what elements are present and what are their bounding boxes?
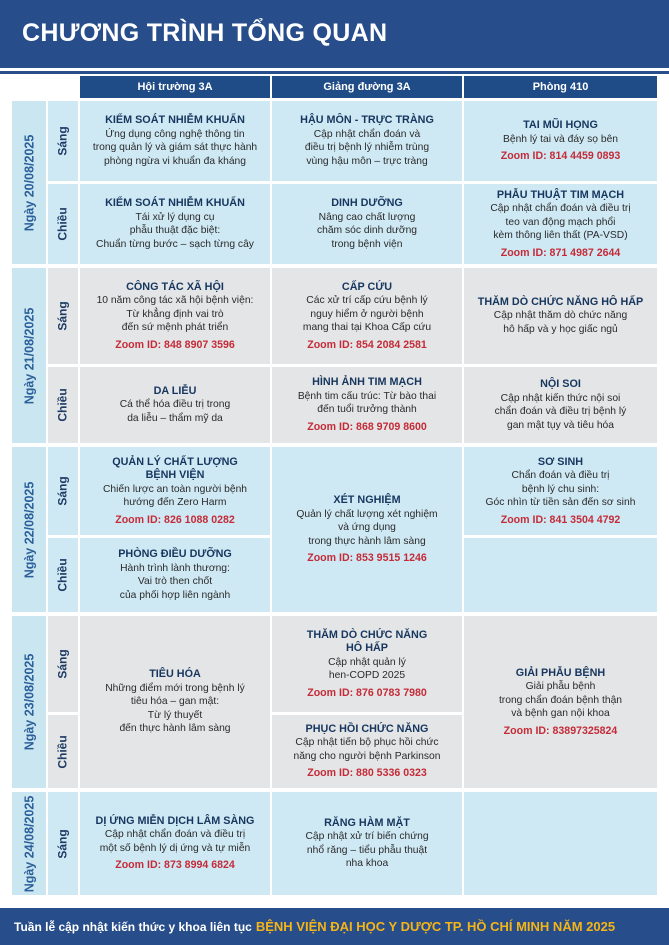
session-title: PHÒNG ĐIỀU DƯỠNG bbox=[118, 548, 232, 560]
date-label: Ngày 22/08/2025 bbox=[22, 481, 37, 578]
session-description: Những điểm mới trong bệnh lý bbox=[105, 682, 245, 694]
program-cell bbox=[272, 367, 462, 443]
session-description: Nâng cao chất lượng bbox=[318, 211, 416, 223]
date-label: Ngày 24/08/2025 bbox=[22, 795, 37, 892]
program-cell bbox=[464, 792, 657, 895]
zoom-id[interactable]: Zoom ID: 841 3504 4792 bbox=[500, 513, 621, 526]
program-cell bbox=[464, 367, 657, 443]
program-cell bbox=[80, 101, 270, 181]
session-title: SƠ SINH bbox=[537, 455, 584, 468]
session-description: Cá thể hóa điều trị trong bbox=[119, 399, 231, 411]
session-description: Bệnh lý tai và đáy sọ bên bbox=[502, 133, 619, 145]
session-title: BỆNH VIỆN bbox=[145, 469, 205, 481]
session-description: tiêu hóa – gan mật: bbox=[130, 696, 220, 708]
program-cell bbox=[464, 447, 657, 535]
session-morning-22-08: Sáng bbox=[48, 447, 78, 535]
session-description: mang thai tại Khoa Cấp cứu bbox=[302, 322, 432, 333]
program-cell bbox=[80, 268, 270, 364]
program-cell bbox=[464, 101, 657, 181]
session-description: đến thực hành lâm sàng bbox=[119, 723, 231, 735]
zoom-id[interactable]: Zoom ID: 873 8994 6824 bbox=[115, 859, 235, 872]
session-description: phẫu thuật đặc biệt: bbox=[129, 225, 221, 236]
session-description: chăm sóc dinh dưỡng bbox=[316, 225, 418, 236]
session-description: vùng hậu môn – trực tràng bbox=[306, 155, 428, 167]
session-description: Hành trình lành thương: bbox=[120, 562, 230, 574]
program-cell bbox=[272, 447, 462, 612]
program-cell bbox=[80, 447, 270, 535]
session-description: năng cho người bệnh Parkinson bbox=[293, 750, 441, 762]
session-description: hô hấp và y học giấc ngủ bbox=[503, 323, 618, 335]
session-description: Cập nhật kiến thức nội soi bbox=[500, 392, 621, 404]
session-description: Ứng dụng công nghệ thông tin bbox=[105, 128, 245, 140]
session-description: Cập nhật quản lý bbox=[328, 656, 406, 668]
session-description: teo van động mạch phổi bbox=[505, 216, 616, 228]
session-description: và bệnh gan nội khoa bbox=[511, 708, 610, 719]
session-description: trong thực hành lâm sàng bbox=[308, 535, 426, 547]
session-description: Cập nhật tiến bộ phục hồi chức bbox=[295, 737, 439, 749]
session-description: điều trị bệnh lý nhiễm trùng bbox=[304, 142, 430, 153]
session-description: hướng đến Zero Harm bbox=[123, 497, 227, 508]
session-description: nha khoa bbox=[345, 858, 389, 869]
session-morning-21-08: Sáng bbox=[48, 268, 78, 364]
session-description: Vai trò then chốt bbox=[137, 576, 213, 587]
zoom-id[interactable]: Zoom ID: 826 1088 0282 bbox=[115, 513, 235, 526]
zoom-id[interactable]: Zoom ID: 880 5336 0323 bbox=[307, 767, 427, 780]
session-title: CẤP CỨU bbox=[341, 280, 393, 293]
session-title: HẬU MÔN - TRỰC TRÀNG bbox=[300, 114, 434, 126]
footer-banner bbox=[0, 908, 669, 945]
session-afternoon-21-08: Chiều bbox=[48, 367, 78, 443]
session-description: trong quản lý và giám sát thực hành bbox=[92, 142, 258, 153]
column-header-lecture-3a: Giảng đường 3A bbox=[272, 76, 462, 98]
session-description: nguy hiểm ở người bệnh bbox=[310, 308, 424, 320]
zoom-id[interactable]: Zoom ID: 814 4459 0893 bbox=[500, 150, 621, 162]
session-title: KIỂM SOÁT NHIỄM KHUẨN bbox=[105, 197, 245, 209]
session-title: HÌNH ẢNH TIM MẠCH bbox=[312, 376, 422, 389]
session-description: Góc nhìn từ tiền sản đến sơ sinh bbox=[485, 497, 636, 508]
program-cell bbox=[80, 792, 270, 895]
session-description: trong bệnh viện bbox=[331, 238, 403, 250]
program-cell bbox=[272, 715, 462, 788]
session-description: bệnh lý chu sinh: bbox=[521, 483, 600, 495]
session-description: da liễu – thẩm mỹ da bbox=[127, 412, 223, 424]
session-description: phòng ngừa vi khuẩn đa kháng bbox=[103, 155, 246, 167]
program-cell bbox=[272, 616, 462, 712]
session-afternoon-20-08: Chiều bbox=[48, 184, 78, 264]
session-description: Quản lý chất lượng xét nghiệm bbox=[296, 508, 438, 520]
program-cell-empty bbox=[464, 538, 657, 612]
session-morning-20-08: Sáng bbox=[48, 101, 78, 181]
column-header-room-410: Phòng 410 bbox=[464, 76, 657, 98]
page-title: CHƯƠNG TRÌNH TỔNG QUAN bbox=[22, 19, 388, 47]
session-description: Bệnh tim cấu trúc: Từ bào thai bbox=[297, 390, 437, 402]
program-cell bbox=[80, 184, 270, 264]
session-description: Chuẩn từng bước – sạch từng cây bbox=[96, 238, 254, 250]
session-description: Từ lý thuyết bbox=[147, 709, 203, 721]
program-cell bbox=[80, 367, 270, 443]
zoom-id[interactable]: Zoom ID: 83897325824 bbox=[503, 724, 618, 737]
session-description: 10 năm công tác xã hội bệnh viện: bbox=[96, 295, 254, 306]
date-band-22-08 bbox=[12, 447, 46, 612]
program-cell bbox=[80, 616, 270, 788]
session-title: QUẢN LÝ CHẤT LƯỢNG bbox=[112, 455, 238, 468]
session-title: KIỂM SOÁT NHIỄM KHUẨN bbox=[105, 114, 245, 126]
session-description: Cập nhật chẩn đoán và bbox=[313, 128, 421, 140]
session-title: NỘI SOI bbox=[540, 378, 581, 390]
session-title: PHẪU THUẬT TIM MẠCH bbox=[496, 188, 625, 201]
program-cell bbox=[272, 184, 462, 264]
date-label: Ngày 21/08/2025 bbox=[22, 307, 37, 404]
session-title: THĂM DÒ CHỨC NĂNG bbox=[306, 628, 428, 641]
session-title: DINH DƯỠNG bbox=[331, 197, 403, 209]
session-description: đến tuổi trưởng thành bbox=[317, 404, 417, 416]
program-cell bbox=[272, 792, 462, 895]
session-description: hen-COPD 2025 bbox=[328, 670, 406, 681]
session-description: một số bệnh lý dị ứng và tự miễn bbox=[99, 842, 251, 854]
session-description: của phối hợp liên ngành bbox=[119, 589, 231, 601]
session-title: GIẢI PHẪU BỆNH bbox=[515, 666, 606, 679]
session-description: Từ khẳng định vai trò bbox=[126, 308, 224, 320]
session-description: kèm thông liên thất (PA-VSD) bbox=[493, 230, 628, 241]
session-description: nhổ răng – tiểu phẫu thuật bbox=[306, 844, 428, 856]
program-cell bbox=[464, 184, 657, 264]
date-band-20-08 bbox=[12, 101, 46, 264]
session-description: Chẩn đoán và điều trị bbox=[511, 470, 610, 481]
session-description: Cập nhật chẩn đoán và điều trị bbox=[104, 829, 246, 841]
session-description: Tái xử lý dụng cụ bbox=[135, 211, 215, 223]
zoom-id[interactable]: Zoom ID: 848 8907 3596 bbox=[115, 338, 235, 351]
session-morning-23-08: Sáng bbox=[48, 616, 78, 712]
date-band-23-08 bbox=[12, 616, 46, 788]
program-cell bbox=[272, 101, 462, 181]
zoom-id[interactable]: Zoom ID: 853 9515 1246 bbox=[307, 552, 427, 564]
session-description: Các xử trí cấp cứu bệnh lý bbox=[306, 295, 428, 306]
program-cell bbox=[464, 616, 657, 788]
session-description: Chiến lược an toàn người bệnh bbox=[102, 483, 248, 495]
program-cell bbox=[272, 268, 462, 364]
session-title: THĂM DÒ CHỨC NĂNG HÔ HẤP bbox=[477, 295, 644, 308]
session-title: RĂNG HÀM MẶT bbox=[324, 816, 410, 829]
session-title: DA LIỄU bbox=[153, 384, 197, 397]
date-label: Ngày 23/08/2025 bbox=[22, 653, 37, 751]
session-title: DỊ ỨNG MIỄN DỊCH LÂM SÀNG bbox=[95, 814, 255, 827]
program-cell bbox=[464, 268, 657, 364]
session-afternoon-22-08: Chiều bbox=[48, 538, 78, 612]
date-band-24-08 bbox=[12, 792, 46, 895]
session-description: đến sứ mệnh phát triển bbox=[121, 322, 229, 333]
column-header-hall-3a: Hội trường 3A bbox=[80, 76, 270, 98]
session-morning-24-08: Sáng bbox=[48, 792, 78, 895]
session-title: CÔNG TÁC XÃ HỘI bbox=[126, 280, 224, 293]
session-description: chẩn đoán và điều trị bệnh lý bbox=[494, 406, 627, 417]
session-description: Cập nhật xử trí biến chứng bbox=[305, 831, 429, 842]
zoom-id[interactable]: Zoom ID: 871 4987 2644 bbox=[500, 246, 621, 259]
program-cell bbox=[80, 538, 270, 612]
session-description: gan mật tụy và tiêu hóa bbox=[506, 419, 615, 431]
session-description: và ứng dụng bbox=[338, 522, 396, 533]
zoom-id[interactable]: Zoom ID: 876 0783 7980 bbox=[307, 686, 427, 699]
session-title: TIÊU HÓA bbox=[149, 668, 201, 681]
zoom-id[interactable]: Zoom ID: 868 9709 8600 bbox=[307, 420, 427, 433]
footer-highlight: BỆNH VIỆN ĐẠI HỌC Y DƯỢC TP. HỒ CHÍ MINH NĂM 2025 bbox=[255, 919, 616, 934]
date-band-21-08 bbox=[12, 268, 46, 443]
session-title: PHỤC HỒI CHỨC NĂNG bbox=[305, 722, 429, 735]
date-label: Ngày 20/08/2025 bbox=[22, 134, 37, 231]
session-title: HÔ HẤP bbox=[346, 642, 388, 654]
session-description: Cập nhật thăm dò chức năng bbox=[493, 310, 628, 322]
session-title: TAI MŨI HỌNG bbox=[523, 119, 598, 131]
session-description: Giải phẫu bệnh bbox=[525, 681, 596, 692]
session-description: Cập nhật chẩn đoán và điều trị bbox=[490, 203, 631, 214]
session-description: trong chẩn đoán bệnh thận bbox=[498, 694, 623, 706]
session-title: XÉT NGHIỆM bbox=[333, 494, 401, 506]
footer-lead: Tuần lễ cập nhật kiến thức y khoa liên tục bbox=[14, 919, 252, 934]
session-afternoon-23-08: Chiều bbox=[48, 715, 78, 788]
zoom-id[interactable]: Zoom ID: 854 2084 2581 bbox=[307, 338, 427, 351]
